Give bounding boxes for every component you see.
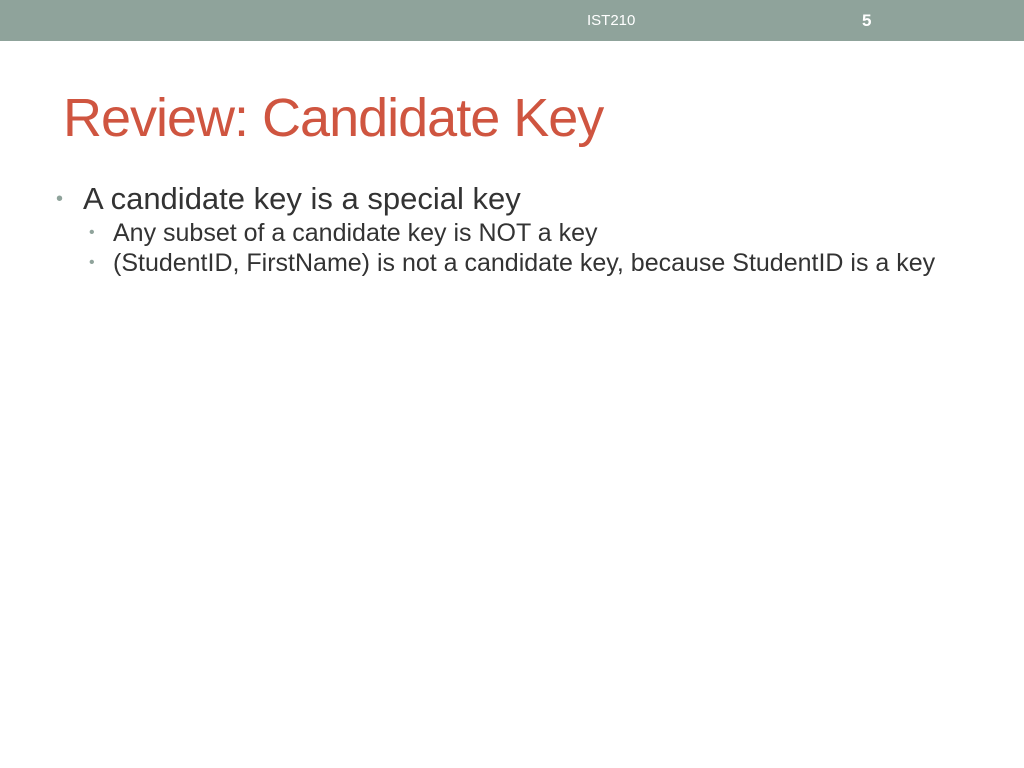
- bullet-dot-icon: •: [56, 188, 64, 210]
- bullet-dot-icon: •: [89, 224, 95, 241]
- sub-bullet-item: [56, 249, 956, 277]
- bullet-item: [56, 181, 956, 217]
- sub-bullet-item: [56, 219, 956, 247]
- course-footer: IST210: [587, 12, 636, 29]
- slide-number: 5: [862, 11, 872, 30]
- bullet-dot-icon: •: [89, 254, 95, 271]
- bullet-text: A candidate key is a special key: [83, 181, 521, 216]
- header-bar: [0, 0, 1024, 41]
- sub-bullet-text: (StudentID, FirstName) is not a candidate key, because StudentID is a key: [113, 249, 936, 277]
- slide-title: Review: Candidate Key: [63, 88, 604, 148]
- slide-content: [56, 181, 956, 277]
- sub-bullet-text: Any subset of a candidate key is NOT a key: [113, 219, 598, 247]
